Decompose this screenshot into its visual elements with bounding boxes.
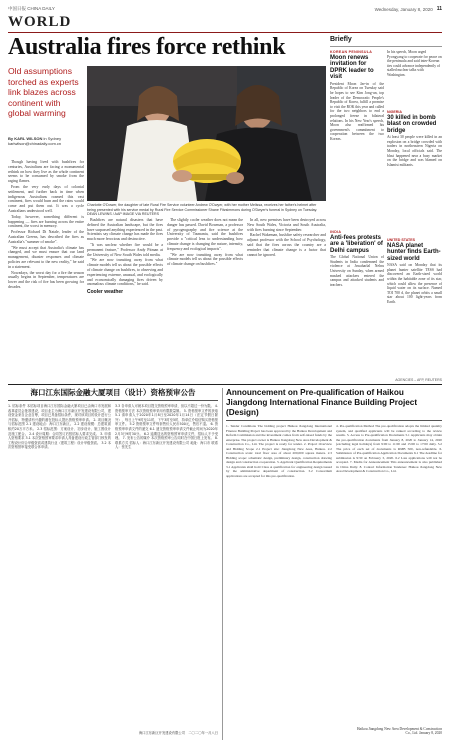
article-paragraph: "We must accept that Australia's climate has changed, and we must ensure that our land management, disaster responses and climate policies are relevant to the new reality," he said in a statement. bbox=[8, 245, 84, 269]
article-paragraph: "We are now transiting away from what climate models tell us about the possible effects of climate change on bushfires, to observing and experiencing extreme, unusual, and ecologically and economically damaging fires driven by anomalous climate conditions," he said. bbox=[87, 258, 163, 287]
brief-location: INDIA bbox=[330, 230, 342, 234]
english-announcement-column: 4. Pre-qualification Method The pre-qualification adopts the limited quantity system, and qualified applicants will be ranked according to the review results. 5. Access to Pre-qualification Documents 5.1 Applicants may obtain the pre-qualification documents from January 8, 2020 to January 14, 2020 (excluding legal holidays) from 9:00 to 11:00 and 15:00 to 17:00 daily. 5.2 The price of each set of documents is RMB 500, non-refundable. 6. Submission of Pre-qualification Application Documents 6.1 The deadline for submission is 9:30 on February 3, 2020. 6.2 Late applications will not be accepted. 7. Media for Announcement This announcement is also published in China Daily. 8. Contact Information Tenderee: Haikou Jiangdong New Area Development & Construction Co., Ltd. bbox=[336, 424, 442, 473]
page-number: 11 bbox=[436, 6, 442, 12]
brief-text: NASA said on Monday that its planet hunter satellite TESS had discovered an Earth-sized world within the habitable zone of its star, which could allow the presence of liquid water on its surface. Named TOI 700 d, the planet orbits a small star about 100 light-years from Earth. bbox=[387, 263, 442, 305]
photo-caption bbox=[87, 203, 326, 217]
briefly-rule bbox=[330, 46, 442, 47]
masthead bbox=[8, 4, 442, 14]
article-column-4 bbox=[247, 218, 326, 258]
caption-credit: DEAN LEWINS / AAP IMAGE VIA REUTERS bbox=[87, 212, 160, 217]
brief-location: UNITED STATES bbox=[387, 238, 416, 242]
masthead-date: Wednesday, January 8, 2020 bbox=[374, 6, 433, 12]
article-paragraph: The slightly cooler weather does not mean the danger has passed. David Bowman, a professor of pyrogeography and fire science at the University of Tasmania, said the bushfires provide a "critical lens to understanding how climate change is changing the nature, intensity, frequency and ecological impacts". bbox=[167, 218, 243, 251]
announcement-rule bbox=[226, 420, 442, 421]
masthead-paper-name: 中国日报 CHINA DAILY bbox=[8, 6, 55, 11]
announcement-separator bbox=[222, 388, 223, 740]
brief-item bbox=[387, 238, 442, 305]
announcement-rule bbox=[8, 400, 218, 401]
article-paragraph: Nowadays, the worst day for a fire the season usually begins in September, temperatures are lower and the risk of fire has been growing for decades. bbox=[8, 270, 84, 289]
main-deck: Old assumptions torched as experts link blazes across continent with global warming bbox=[8, 66, 79, 118]
brief-text: President Moon Jae-in of the Republic of Korea on Tuesday said he hopes to see Kim Jong-un, top leader of the Democratic People's Republic of Korea, fulfill a promise to visit the ROK this year and called for the two neighbors to end a prolonged freeze in bilateral relations. In his New Year's speech, Moon also reaffirmed his government's commitment to cooperation between the two Koreas. bbox=[330, 81, 384, 141]
section-rule bbox=[8, 32, 442, 33]
english-announcement-signature: Haikou Jiangdong New Area Development & Construction Co., Ltd. January 8, 2020 bbox=[356, 726, 442, 736]
main-headline: Australia fires force rethink bbox=[8, 34, 286, 60]
brief-location: NIGERIA bbox=[387, 110, 402, 114]
english-announcement-column: 1. Tender Conditions The bidding project Haikou Jiangdong International Finance Building Project has been approved by the Haikou Development and Reform Commission and the investment comes from self-raised funds by the enterprise. The project owner is Haikou Jiangdong New Area Development & Construction Co., Ltd. The project is ready for tender. 2. Project Overview and Bidding Scope 2.1 Project site: Jiangdong New Area, Haikou. 2.2 Construction scale: total floor area of about 200,000 square meters. 2.3 Bidding scope: schematic design, preliminary design, construction drawing design and construction cooperation. 3. Applicant Qualification Requirements 3.1 Applicants shall hold Class A qualification for engineering design issued by the administrative department of construction. 3.2 Consortium applications are accepted for this pre-qualification. bbox=[226, 424, 332, 478]
brief-headline: Anti-fees protests are a 'liberation' of Delhi campus bbox=[330, 234, 383, 254]
english-announcement bbox=[226, 388, 442, 740]
byline-email: karlwilson@chinadaily.com.cn bbox=[8, 141, 62, 146]
chinese-announcement-column: 1. 招标条件 本招标项目海口江东国际金融大厦项目已由海口市发展和改革委员会批准建设，项目业主为海口江东新区开发建设有限公司，建设资金来自企业自筹，项目已具备招标条件，现对该项目的设计进行公开招标，特邀请有兴趣的潜在投标人提出资格预审申请。 2. 项目概况与招标范围 2.1 建设地点：海口江东新区。 2.2 建设规模：总建筑面积约20万平方米。 2.3 招标范围：方案设计、初步设计、施工图设计及施工配合。 2.4 设计周期：合同签订后按招标人要求完成。 3. 申请人资格要求 3.1 本次资格预审要求申请人具备建设行政主管部门核发的工程设计综合甲级资质或建筑行业（建筑工程）设计甲级资质。 3.2 本次资格预审接受联合体申请。 bbox=[8, 404, 111, 450]
brief-text-continued: In his speech, Moon urged Pyongyang to cooperate for peace on the peninsula and said inter-Korean ties could advance independently of stalled nuclear talks with Washington. bbox=[387, 50, 442, 77]
brief-text: At least 30 people were killed in an explosion on a bridge crowded with traders in northeastern Nigeria on Monday, local officials said. The blast happened near a busy market on the bridge and was blamed on Islamist militants. bbox=[387, 135, 442, 167]
article-paragraph: Professor Richard Di Natale, leader of the Australian Greens, has described the fires as Australia's "summer of smoke". bbox=[8, 230, 84, 244]
chinese-announcement bbox=[8, 388, 218, 740]
article-subhead: Cooler weather bbox=[87, 289, 124, 296]
article-paragraph: In all, new premises have been destroyed across New South Wales, Victoria and South Australia, with fires burning since September. bbox=[247, 218, 326, 232]
brief-headline: NASA planet hunter finds Earth-sized world bbox=[387, 242, 441, 262]
article-column-2 bbox=[87, 218, 163, 296]
ad-divider-rule bbox=[8, 384, 442, 385]
article-paragraph: From the very early days of colonial settlement, and further back in time when indigenous Australians roamed this vast continent, fires would burn and the rains would come and put them out. It was a cycle Australians understood well. bbox=[8, 184, 84, 213]
news-photo bbox=[87, 66, 326, 201]
byline-name: By KARL WILSON bbox=[8, 136, 43, 141]
brief-text: The Global National Union of Students in India condemned the violence at Jawaharlal Nehru University on Sunday, when armed masked attackers entered the campus and attacked students and teachers. bbox=[330, 255, 384, 287]
article-paragraph: "It was unclear whether fire would be a permanent feature," Professor Andy Pitman at the University of New South Wales told media. bbox=[87, 242, 163, 257]
article-column-1 bbox=[8, 160, 84, 291]
article-paragraph: "We are now transiting away from what climate models tell us about the possible effects of climate change on bushfires." bbox=[167, 252, 243, 267]
article-paragraph: Rachel Wakeman, bushfire safety researcher and adjunct professor with the School of Psychology, said that the fires across the country are a reminder that climate change is a factor that cannot be ignored. bbox=[247, 233, 326, 257]
caption-text: Charlotte O'Dower, the daughter of late Rural Fire Service volunteer Andrew O'Dwyer, with her mother Melissa, receives her father's helmet after being presented with his service medal by Rural Fire Service Commissioner Shane Fitzsimmons during O'Dwyer's funeral in Sydney on Tuesday. bbox=[87, 203, 318, 212]
english-announcement-title: Announcement on Pre-qualification of Haikou Jiangdong International Finance Building Project (Design) bbox=[226, 388, 418, 417]
chinese-announcement-title: 海口江东国际金融大厦项目（设计）资格预审公告 bbox=[30, 388, 196, 397]
brief-item bbox=[387, 50, 442, 78]
briefly-title: Briefly bbox=[330, 36, 352, 43]
agency-credit: AGENCIES – AFP, REUTERS bbox=[395, 378, 442, 382]
brief-item bbox=[330, 230, 384, 287]
brief-headline: 30 killed in bomb blast on crowded bridge bbox=[387, 114, 437, 134]
article-paragraph: Though having lived with bushfires for centuries, Australians are facing a monumental rethink on how they live as the whole continent seems to be consumed by smoke from the raging flames. bbox=[8, 160, 84, 184]
article-paragraph: Bushfires are natural disasters that have defined the Australian landscape, but the fires have surpassed anything experienced in the past. Scientists say climate change has made the fires much more ferocious and destructive. bbox=[87, 218, 163, 242]
section-title: WORLD bbox=[8, 14, 72, 30]
brief-headline: Moon renews invitation for DPRK leader to visit bbox=[330, 54, 374, 81]
byline-location: in Sydney bbox=[43, 136, 62, 141]
brief-item bbox=[387, 110, 442, 167]
byline bbox=[8, 136, 84, 146]
chinese-announcement-column: 3.3 各申请人可就本项目提交资格预审申请，但以不超过一份为限。 4. 资格预审方法 本次资格预审采用有限数量制。 5. 资格预审文件的获取 5.1 请申请人于2020年1月8日至2020年1月14日（法定节假日除外），每日上午9时至11时，下午3时至5时，持单位介绍信购买资格预审文件。 5.2 资格预审文件每套售价人民币500元，售后不退。 6. 资格预审申请文件的递交 6.1 递交资格预审申请文件截止时间为2020年2月3日9时30分。 6.2 逾期送达的资格预审申请文件，招标人不予受理。 7. 发布公告的媒介 本次资格预审公告同时在中国日报上发布。 8. 联系方式 招标人：海口江东新区开发建设有限公司 地址：海口市 联系人：张先生 bbox=[115, 404, 218, 450]
brief-item bbox=[330, 50, 384, 142]
article-column-3 bbox=[167, 218, 243, 268]
brief-location: KOREAN PENINSULA bbox=[330, 50, 373, 54]
chinese-announcement-signature: 海口江东新区开发建设有限公司 二〇二〇年一月八日 bbox=[138, 731, 218, 736]
article-paragraph: Today, however, something different is happening — fires are burning across the entire continent, the worst in memory. bbox=[8, 214, 84, 229]
